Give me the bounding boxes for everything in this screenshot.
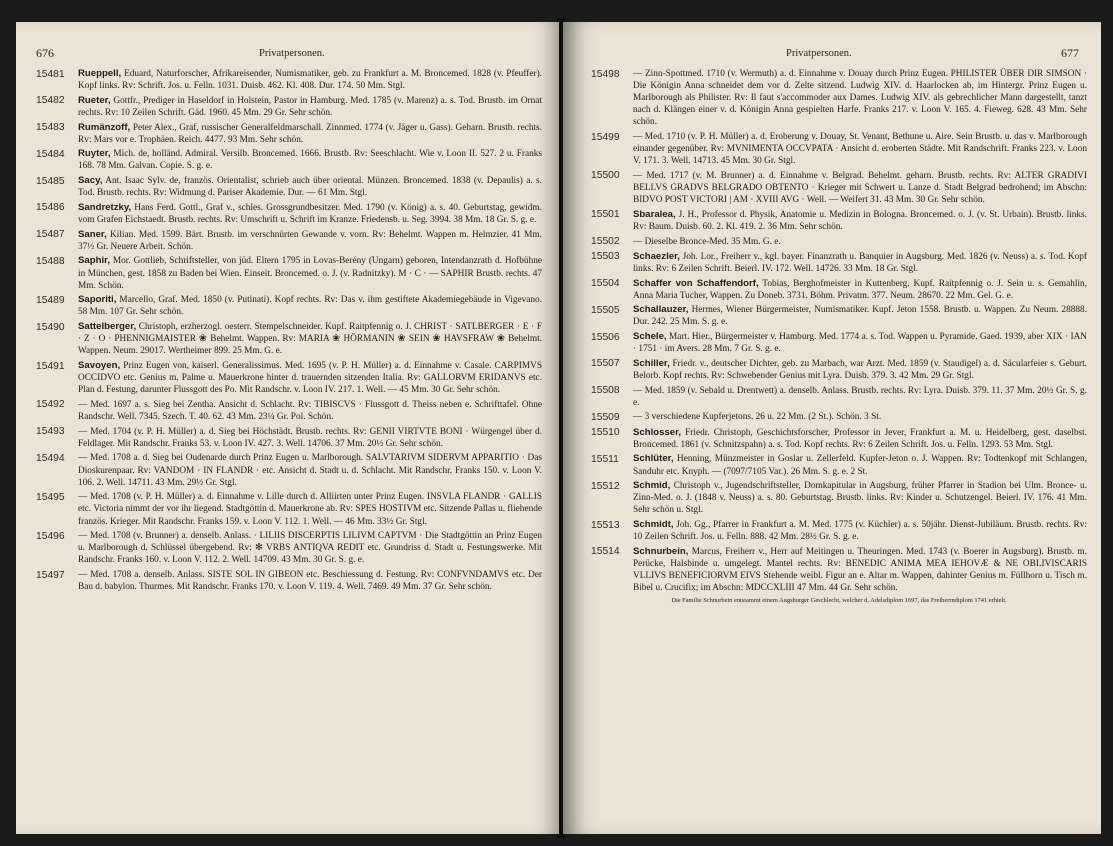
- entry-body: [78, 255, 542, 291]
- entry-body: [78, 202, 542, 226]
- entry-text: Ant. Isaac Sylv. de, französ. Orientalist, schrieb auch über oriental. Münzen. Broncemed. 1838 (v. Depaulis) a. s. Tod. Brustb. rechts. Rv: Widmung d. Pariser Akademie. Dur. — 61 Mm. Stgl.: [78, 176, 542, 199]
- entry-body: [78, 452, 542, 488]
- catalog-entry: [36, 202, 542, 226]
- entry-body: [633, 331, 1087, 355]
- entry-name: Saner,: [78, 228, 107, 240]
- entry-body: [78, 294, 542, 318]
- entry-text: — Med. 1708 (v. Brunner) a. denselb. Anlass. · LILIIS DISCERPTIS LILIVM CAPTVM · Die Stadtgöttin an Prinz Eugen u. Marlborough d. Schlüssel übergebend. Rv: ✻ VRBS ANTIQVA REDIT etc. Grundriss d. Stadt u. Festungswerke. Mit Randschr. Franks 160. v. Loon V. 112. 2. Well. 14709. 43 Mm. 30 Gr. S. g. e.: [78, 531, 542, 566]
- entry-number: 15499: [591, 131, 620, 143]
- entry-text: Joh. Lor., Freiherr v., kgl. bayer. Finanzrath u. Banquier in Augsburg. Med. 1826 (v. Neuss) a. s. Tod. Kopf links. Rv: 6 Zeilen Schrift. Beierl. IV. 172. Well. 14726. 33 Mm. 18 Gr. Stgl.: [633, 251, 1087, 274]
- entry-body: [633, 385, 1087, 409]
- catalog-column: [36, 68, 542, 596]
- catalog-entry: [36, 491, 542, 527]
- entry-name: Sandretzky,: [78, 201, 132, 213]
- entry-name: Schiller,: [633, 357, 670, 369]
- catalog-entry: [36, 321, 542, 357]
- entry-body: [78, 321, 542, 357]
- entry-number: 15492: [36, 399, 65, 411]
- entry-number: 15506: [591, 331, 620, 343]
- entry-body: [633, 236, 1087, 249]
- entry-number: 15482: [36, 95, 65, 107]
- entry-body: [633, 427, 1087, 451]
- catalog-column: [591, 68, 1087, 605]
- catalog-entry: [36, 68, 542, 92]
- entry-text: — Zinn-Spottmed. 1710 (v. Wermuth) a. d. Einnahme v. Douay durch Prinz Eugen. PHILISTER ÜBER DIR SIMSON · Die Königin Anna schneidet dem vor d. Zelte sitzend. Ludwig XIV. d. Haarlocken ab, im Hintergr. Prinz Eugen u. Marlborough als Philister. Rv: Il faut s'accommoder aux Dames. Ludwig XIV. als gebrechlicher Mann dargestellt, tanzt nach d. Klängen einer v. d. Königin Anna gespielten Harfe. Franks 217. v. Loon V. 165. 4. Fieweg. 628. 43 Mm. Sehr schön.: [633, 69, 1087, 128]
- entry-body: [633, 304, 1087, 328]
- entry-number: 15486: [36, 202, 65, 214]
- entry-number: 15498: [591, 68, 620, 80]
- entry-text: — Med. 1710 (v. P. H. Müller) a. d. Eroberung v. Douay, St. Venant, Bethune u. Aire. Sein Brustb. u. das v. Marlborough einander gegenüber. Rv: MVNIMENTA OCCVPATA · Ansicht d. eroberten Städte. Mit Randschrift. Franks 223. v. Loon V. 171. 3. Well. 14713. 45 Mm. 30 Gr. Stgl.: [633, 132, 1087, 167]
- entry-body: [78, 360, 542, 396]
- entry-number: 15503: [591, 251, 620, 263]
- entry-number: 15511: [591, 453, 619, 465]
- entry-text: Christoph v., Jugendschriftsteller, Domkapitular in Augsburg, früher Pfarrer in Stadion bei Ulm. Bronce- u. Zinn-Med. o. J. (1848 v. Neuss) a. s. 80. Geburtstag. Brustb. links. Rv: Kinder u. Schutzengel. Beierl. IV. 176. 41 Mm. Sehr schön u. Stgl.: [633, 481, 1087, 516]
- entry-name: Rueter,: [78, 94, 111, 106]
- entry-name: Sattelberger,: [78, 321, 137, 333]
- entry-body: [633, 209, 1087, 233]
- entry-name: Schnurbein,: [633, 545, 689, 557]
- entry-body: [633, 131, 1087, 167]
- entry-text: — Dieselbe Bronce-Med. 35 Mm. G. e.: [633, 236, 781, 247]
- entry-name: Sbaralea,: [633, 208, 676, 220]
- catalog-entry: [36, 175, 542, 199]
- entry-number: 15493: [36, 426, 65, 438]
- entry-text: Mart. Hier., Bürgermeister v. Hamburg. Med. 1774 a. s. Tod. Wappen u. Pyramide. Gaed. 1939, aber XIX · IAN · 1751 · im Avers. 28 Mm. 7 Gr. S. g. e.: [633, 332, 1087, 355]
- entry-name: Schlosser,: [633, 426, 681, 438]
- entry-name: Schaffer von Schaffendorf,: [633, 277, 759, 289]
- entry-number: 15509: [591, 411, 620, 423]
- entry-text: — Med. 1704 (v. P. H. Müller) a. d. Sieg bei Höchstädt. Brustb. rechts. Rv: GENII VIRTVTE BONI · Würgengel über d. Feldlager. Mit Randschr. Franks 53. v. Loon IV. 427. 3. Well. 14706. 37 Mm. 20½ Gr. Sehr schön.: [78, 426, 542, 449]
- left-page: [16, 22, 559, 834]
- entry-body: [78, 426, 542, 450]
- entry-body: [78, 229, 542, 253]
- entry-body: [633, 68, 1087, 128]
- entry-text: — Med. 1708 (v. P. H. Müller) a. d. Einnahme v. Lille durch d. Alliirten unter Prinz Eugen. INSVLA FLANDR · GALLIS etc. Victoria nimmt der vor ihr liegend. Stadtgöttin d. Mauerkrone ab. Rv: SPES HOSTIVM etc. Sitzende Pallas u. fliehende französ. Krieger. Mit Randschr. Franks 159. v. Loon V. 112. 1. Well. — 46 Mm. 33½ Gr. Stgl.: [78, 492, 542, 527]
- catalog-entry: [36, 399, 542, 423]
- entry-text: Tobias, Berghofmeister in Kuttenberg. Kupf. Raitpfennig o. J. Sein u. s. Gemahlin, Anna Maria Tucher, Wappen. Zu Doneb. 3731. Böhm. Privatm. 377. Neum. 28670. 22 Mm. Gel. G. e.: [633, 278, 1087, 301]
- entry-text: Hans Ferd. Gottl., Graf v., schles. Grossgrundbesitzer. Med. 1790 (v. König) a. s. 40. Geburtstag, gewidm. vom Grafen Eichstaedt. Brustb. rechts. Rv: Umschrift u. Schrift im Kranze. Friedensb. u. Seg. 3994. 38 Mm. 18 Gr. S. g. e.: [78, 202, 542, 225]
- catalog-entry: [36, 530, 542, 566]
- entry-body: [78, 95, 542, 119]
- page-number: 676: [36, 46, 54, 60]
- entry-text: Mor. Gottlieb, Schriftsteller, von jüd. Eltern 1795 in Lovas-Berény (Ungarn) geboren, Intendanzrath d. Hofbühne in München, gest. 1858 zu Baden bei Wien. Einseit. Broncemed. o. J. (v. Radnitzky). M · C · — SAPHIR Brustb. rechts. 47 Mm. Schön.: [78, 256, 542, 291]
- entry-text: Hermes, Wiener Bürgermeister, Numismatiker. Kupf. Jeton 1558. Brustb. u. Wappen. Zu Neum. 28888. Dur. 242. 25 Mm. S. g. e.: [633, 305, 1087, 328]
- entry-number: 15512: [591, 480, 620, 492]
- entry-text: Prinz Eugen von, kaiserl. Generalissimus. Med. 1695 (v. P. H. Müller) a. d. Einnahme v. Casale. CARPIMVS OCCIDVO etc. Genius m. Palme u. Mauerkrone hinter d. trauernden sitzenden Italia. Rv: GALLORVM ERIDANVS etc. Plan d. Festung, darunter Flussgott des Po. Mit Randschr. v. Loon IV. 217. 1. Well. — 45 Mm. 30 Gr. Sehr schön.: [78, 361, 542, 396]
- catalog-entry: [36, 426, 542, 450]
- entry-text: Marcus, Freiherr v., Herr auf Meitingen u. Theuringen. Med. 1743 (v. Boerer in Augsburg). Brustb. m. Perücke, Halsbinde u. umgelegt. Mantel rechts. Rv: BENEDIC ANIMA MEA IEHOVÆ & NE OBLIVISCARIS VLLIVS BENEFICIORVM EIVS Stehende weibl. Figur an e. Altar m. Wappen, dahinter Genius m. Füllhorn u. Tisch m. Bibel u. Crucifix; im Abschn: MDCCXLIII 47 Mm. 44 Gr. Sehr schön.: [633, 546, 1087, 594]
- catalog-entry: [591, 453, 1087, 477]
- entry-text: Mich. de, holländ. Admiral. Versilb. Broncemed. 1666. Brustb. Rv: Seeschlacht. Wie v. Loon II. 527. 2 u. Franks 168. 78 Mm. Galvan. Copie. S. g. e.: [78, 149, 542, 172]
- entry-name: Schallauzer,: [633, 304, 689, 316]
- entry-body: [78, 68, 542, 92]
- catalog-entry: [591, 278, 1087, 302]
- entry-text: Friedr. Christoph, Geschichtsforscher, Professor in Jever, Frankfurt a. M. u. Heidelberg, gest. daselbst. Broncemed. 1861 (v. Schnitzspahn) a. s. Tod. Kopf rechts. Rv: 6 Zeilen Schrift. Jos. u. Felln. 1293. 53 Mm. Stgl.: [633, 427, 1087, 450]
- entry-number: 15500: [591, 170, 620, 182]
- entry-number: 15496: [36, 530, 65, 542]
- catalog-entry: [36, 569, 542, 593]
- entry-name: Schele,: [633, 331, 667, 343]
- entry-body: [633, 546, 1087, 594]
- entry-number: 15481: [36, 68, 65, 80]
- entry-body: [633, 278, 1087, 302]
- entry-name: Schaezler,: [633, 250, 680, 262]
- catalog-entry: [591, 385, 1087, 409]
- entry-body: [633, 480, 1087, 516]
- catalog-entry: [591, 480, 1087, 516]
- entry-body: [633, 411, 1087, 424]
- entry-body: [78, 530, 542, 566]
- entry-body: [78, 491, 542, 527]
- entry-name: Schlüter,: [633, 453, 674, 465]
- entry-text: Friedr. v., deutscher Dichter, geb. zu Marbach, war Arzt. Med. 1859 (v. Staudigel) a. d. Säcularfeier s. Geburt. Belorb. Kopf rechts. Rv: Schwebender Genius mit Lyra. Duisb. 379. 3. 42 Mm. 29 Gr. Stgl.: [633, 358, 1087, 381]
- entry-body: [78, 148, 542, 172]
- running-head: Privatpersonen.: [259, 48, 325, 59]
- entry-number: 15510: [591, 427, 620, 439]
- catalog-entry: [591, 131, 1087, 167]
- right-page: [563, 22, 1101, 834]
- catalog-entry: [591, 304, 1087, 328]
- entry-number: 15497: [36, 569, 65, 581]
- entry-body: [78, 175, 542, 199]
- catalog-entry: [591, 68, 1087, 128]
- entry-body: [78, 569, 542, 593]
- entry-number: 15485: [36, 175, 65, 187]
- catalog-entry: [591, 236, 1087, 249]
- entry-number: 15488: [36, 255, 65, 267]
- catalog-entry: [36, 229, 542, 253]
- catalog-entry: [591, 358, 1087, 382]
- entry-number: 15504: [591, 278, 620, 290]
- entry-name: Ruyter,: [78, 148, 111, 160]
- entry-text: — Med. 1708 a. denselb. Anlass. SISTE SOL IN GIBEON etc. Beschiessung d. Festung. Rv: CONFVNDAMVS etc. Der Bau d. babylon. Thurmes. Mit Randschr. Franks 170. v. Loon V. 119. 4. Well. 7469. 49 Mm. 37 Gr. Sehr schön.: [78, 570, 542, 593]
- entry-number: 15501: [591, 209, 620, 221]
- catalog-entry: [36, 122, 542, 146]
- footnote: Die Familie Schnurbein entstammt einem Augsburger Geschlecht, welcher d. Adelsdiplom 1697, das Freiherrndiplom 1741 erhielt.: [671, 596, 1007, 604]
- entry-text: Marcello, Graf. Med. 1850 (v. Putinati). Kopf rechts. Rv: Das v. ihm gestiftete Akademiegebäude in Vigevano. 58 Mm. 107 Gr. Sehr schön.: [78, 295, 542, 318]
- entry-body: [633, 453, 1087, 477]
- catalog-entry: [36, 452, 542, 488]
- entry-name: Rueppell,: [78, 68, 122, 79]
- catalog-entry: [591, 331, 1087, 355]
- entry-body: [633, 519, 1087, 543]
- entry-number: 15490: [36, 321, 65, 333]
- catalog-entry: [591, 546, 1087, 594]
- entry-text: — Med. 1708 a. d. Sieg bei Oudenarde durch Prinz Eugen u. Marlborough. SALVTARIVM SIDERVM APPARITIO · Das Dioskurenpaar. Rv: VANDOM · IN FLANDR · etc. Ansicht d. Stadt u. d. Schlacht. Mit Randschr. Franks 150. v. Loon V. 106. 2. Well. 14711. 43 Mm. 29½ Gr. Stgl.: [78, 453, 542, 488]
- entry-text: J. H., Professor d. Physik, Anatomie u. Medizin in Bologna. Broncemed. o. J. (v. St. Urbain). Brustb. links. Rv: Baum. Duisb. 60. 2. Kl. 419. 2. 36 Mm. Sehr schön.: [633, 209, 1087, 232]
- entry-number: 15489: [36, 294, 65, 306]
- catalog-entry: [36, 95, 542, 119]
- entry-text: Joh. Gg., Pfarrer in Frankfurt a. M. Med. 1775 (v. Küchler) a. s. 50jähr. Dienst-Jubiläum. Brustb. rechts. Rv: 10 Zeilen Schrift. Jos. u. Felln. 888. 42 Mm. 28½ Gr. S. g. e.: [633, 520, 1087, 543]
- page-number: 677: [1061, 46, 1079, 60]
- entry-name: Rumänzoff,: [78, 121, 131, 133]
- entry-text: — Med. 1697 a. s. Sieg bei Zentha. Ansicht d. Schlacht. Rv: TIBISCVS · Flussgott d. Theiss neben e. Schrifttafel. Ohne Randschr. Well. 7345. Szech. T. 40. 62. 43 Mm. 23¼ Gr. Pol. Schön.: [78, 399, 542, 422]
- entry-name: Schmid,: [633, 480, 671, 492]
- entry-text: Gottfr., Prediger in Haseldorf in Holstein, Pastor in Hamburg. Med. 1785 (v. Marenz) a. s. Tod. Brustb. im Ornat rechts. Rv: 10 Zeilen Schrift. Gäd. 1960. 45 Mm. 29 Gr. Sehr schön.: [78, 95, 542, 118]
- catalog-entry: [591, 209, 1087, 233]
- running-head: Privatpersonen.: [786, 48, 852, 59]
- entry-number: 15483: [36, 122, 65, 134]
- entry-number: 15514: [591, 546, 620, 558]
- entry-name: Savoyen,: [78, 360, 121, 371]
- entry-text: Eduard, Naturforscher, Afrikareisender, Numismatiker, geb. zu Frankfurt a. M. Broncemed. 1828 (v. Pfeuffer). Kopf links. Rv: Schrift. Jos. u. Felln. 1031. Duisb. 462. Kl. 408. Dur. 174. 50 Mm. Stgl.: [78, 69, 542, 92]
- entry-number: 15507: [591, 358, 620, 370]
- entry-number: 15491: [36, 360, 65, 372]
- entry-text: Henning, Münzmeister in Goslar u. Zellerfeld. Kupfer-Jeton o. J. Wappen. Rv: Todtenkopf mit Schlangen, Sanduhr etc. Knyph. — (7097/7105 Var.). 26 Mm. S. g. e. 2 St.: [633, 454, 1087, 477]
- entry-number: 15484: [36, 148, 65, 160]
- entry-name: Sacy,: [78, 175, 103, 187]
- catalog-entry: [591, 519, 1087, 543]
- catalog-entry: [591, 170, 1087, 206]
- entry-name: Saporiti,: [78, 294, 117, 306]
- catalog-entry: [36, 148, 542, 172]
- entry-name: Schmidt,: [633, 519, 674, 531]
- entry-number: 15513: [591, 519, 620, 531]
- entry-name: Saphir,: [78, 255, 110, 267]
- catalog-entry: [36, 255, 542, 291]
- entry-number: 15494: [36, 452, 65, 464]
- entry-number: 15502: [591, 236, 620, 248]
- catalog-entry: [591, 427, 1087, 451]
- entry-body: [78, 399, 542, 423]
- entry-number: 15487: [36, 229, 65, 241]
- entry-text: Kilian. Med. 1599. Bärt. Brustb. im verschnürten Gewande v. vorn. Rv: Behelmt. Wappen m. Helmzier. 41 Mm. 37½ Gr. Neuere Arbeit. Schön.: [78, 229, 542, 252]
- entry-body: [633, 251, 1087, 275]
- entry-text: — 3 verschiedene Kupferjetons. 26 u. 22 Mm. (2 St.). Schön. 3 St.: [633, 412, 882, 423]
- entry-text: — Med. 1859 (v. Sebald u. Drentwett) a. denselb. Anlass. Brustb. rechts. Rv: Lyra. Duisb. 379. 11. 37 Mm. 20½ Gr. S. g. e.: [633, 385, 1087, 408]
- entry-body: [78, 122, 542, 146]
- catalog-entry: [36, 294, 542, 318]
- catalog-entry: [591, 411, 1087, 424]
- entry-number: 15508: [591, 385, 620, 397]
- entry-body: [633, 170, 1087, 206]
- entry-text: Christoph, erzherzogl. oesterr. Stempelschneider. Kupf. Raitpfennig o. J. CHRIST · SATLBERGER · E · F · Z · O · PHENNIGMAISTER ❀ Behelmt. Wappen. Rv: MARIA ❀ HÖRMANIN ❀ SEIN ❀ HAVSFRAW ❀ Behelmt. Wappen. Neum. 29017. Wertheimer 899. 25 Mm. G. e.: [78, 322, 542, 357]
- entry-text: Peter Alex., Graf, russischer Generalfeldmarschall. Zinnmed. 1774 (v. Jäger u. Gass). Geharn. Brustb. rechts. Rv: Mars vor e. Trophäen. Reich. 4477. 93 Mm. Sehr schön.: [78, 122, 542, 145]
- catalog-entry: [591, 251, 1087, 275]
- entry-text: — Med. 1717 (v. M. Brunner) a. d. Einnahme v. Belgrad. Behelmt. geharn. Brustb. rechts. Rv: ALTER GRADIVI BELLVS GRADVS BELGRADO OBTENTO · Krieger mit Schwert u. Lanze d. Stadt Belgrad bedrohend; im Abschn: BIDVO POST VICTORI | AM · XVIII AVG · Well. — Weifert 31. 43 Mm. 30 Gr. Sehr schön.: [633, 170, 1087, 206]
- entry-number: 15505: [591, 304, 620, 316]
- catalog-entry: [36, 360, 542, 396]
- entry-number: 15495: [36, 491, 65, 503]
- entry-body: [633, 358, 1087, 382]
